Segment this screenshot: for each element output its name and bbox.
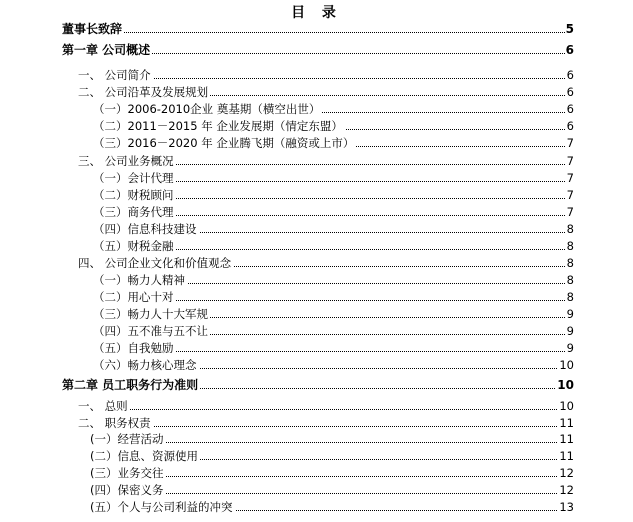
toc-leader-dots [62,32,573,33]
toc-entry-label: 第二章 员工职务行为准则 [62,378,199,392]
toc-entry-label: （二）财税顾问 [93,188,174,202]
toc-entry[interactable] [0,289,633,305]
toc-entry-page-number: 9 [566,341,574,355]
toc-entry-page-number: 11 [559,449,574,463]
toc-entry-label: （一）2006-2010企业 奠基期（横空出世） [93,102,321,116]
toc-entry-label: （五）自我勉励 [93,341,174,355]
toc-entry-label: 四、 公司企业文化和价值观念 [78,256,232,270]
toc-entry[interactable] [0,255,633,271]
toc-entry-label: 一、 总则 [78,399,128,413]
toc-entry[interactable] [0,21,633,37]
toc-entry[interactable] [0,221,633,237]
toc-entry-label: （三）畅力人十大军规 [93,307,208,321]
toc-entry-page-number: 8 [566,222,574,236]
toc-entry-page-number: 9 [566,307,574,321]
toc-entry-page-number: 7 [566,205,574,219]
toc-entry[interactable] [0,204,633,220]
toc-entry-page-number: 11 [559,432,574,446]
toc-entry[interactable] [0,118,633,134]
toc-entry-page-number: 9 [566,324,574,338]
toc-entry[interactable] [0,398,633,414]
toc-title: 目 录 [291,5,342,21]
toc-entry-page-number: 6 [566,102,574,116]
toc-entry[interactable] [0,482,633,498]
toc-entry-label: （三）商务代理 [93,205,174,219]
toc-entry-page-number: 8 [566,273,574,287]
toc-entry-label: 第一章 公司概述 [62,43,151,57]
toc-entry-page-number: 7 [566,136,574,150]
toc-entry-label: 二、 公司沿革及发展规划 [78,85,209,99]
toc-entry[interactable] [0,340,633,356]
toc-entry[interactable] [0,84,633,100]
toc-entry-label: (二）信息、资源使用 [90,449,198,463]
toc-entry-page-number: 10 [557,378,574,392]
toc-entry[interactable] [0,42,633,58]
toc-entry[interactable] [0,238,633,254]
toc-entry[interactable] [0,499,633,515]
toc-entry-page-number: 12 [559,466,574,480]
toc-entry-label: （二）用心十对 [93,290,174,304]
toc-entry[interactable] [0,465,633,481]
toc-entry-page-number: 7 [566,154,574,168]
toc-entry-page-number: 13 [559,500,574,514]
toc-entry[interactable] [0,357,633,373]
toc-entry-page-number: 10 [559,358,574,372]
toc-entry-label: （五）财税金融 [93,239,174,253]
toc-entry-page-number: 8 [566,290,574,304]
toc-entry[interactable] [0,377,633,393]
toc-entry-label: (一）经营活动 [90,432,164,446]
toc-entry-page-number: 8 [566,256,574,270]
toc-leader-dots [78,409,573,410]
toc-entry-label: 一、 公司简介 [78,68,151,82]
toc-entry-page-number: 8 [566,239,574,253]
toc-entry[interactable] [0,323,633,339]
toc-entry-page-number: 7 [566,171,574,185]
toc-entry-page-number: 5 [565,22,574,36]
toc-entry[interactable] [0,101,633,117]
toc-entry-label: （三）2016－2020 年 企业腾飞期（融资或上市） [93,136,355,150]
toc-entry-label: 董事长致辞 [62,22,123,36]
toc-entry[interactable] [0,135,633,151]
toc-entry-label: （四）信息科技建设 [93,222,197,236]
toc-entry-page-number: 7 [566,188,574,202]
toc-entry-page-number: 12 [559,483,574,497]
toc-entry-label: 二、 职务权责 [78,416,151,430]
toc-entry-page-number: 6 [566,119,574,133]
toc-entry[interactable] [0,306,633,322]
toc-entry[interactable] [0,448,633,464]
toc-entry-label: 三、 公司业务概况 [78,154,174,168]
toc-entry-label: （一）会计代理 [93,171,174,185]
toc-entry-page-number: 11 [559,416,574,430]
toc-entry[interactable] [0,187,633,203]
toc-entry-label: (三）业务交往 [90,466,164,480]
toc-entry[interactable] [0,431,633,447]
toc-entry-label: （二）2011－2015 年 企业发展期（情定东盟） [93,119,343,133]
toc-entry-label: （四）五不准与五不让 [93,324,208,338]
toc-entry[interactable] [0,153,633,169]
toc-entry-label: (五）个人与公司利益的冲突 [90,500,233,514]
toc-entry[interactable] [0,272,633,288]
toc-entry-page-number: 6 [566,85,574,99]
toc-entry[interactable] [0,67,633,83]
toc-entry-page-number: 10 [559,399,574,413]
toc-entry-page-number: 6 [566,68,574,82]
toc-entry-page-number: 6 [565,43,574,57]
toc-entry[interactable] [0,415,633,431]
toc-entry-label: （六）畅力核心理念 [93,358,197,372]
toc-entry-label: （一）畅力人精神 [93,273,185,287]
toc-entry[interactable] [0,170,633,186]
toc-entry-label: (四）保密义务 [90,483,164,497]
